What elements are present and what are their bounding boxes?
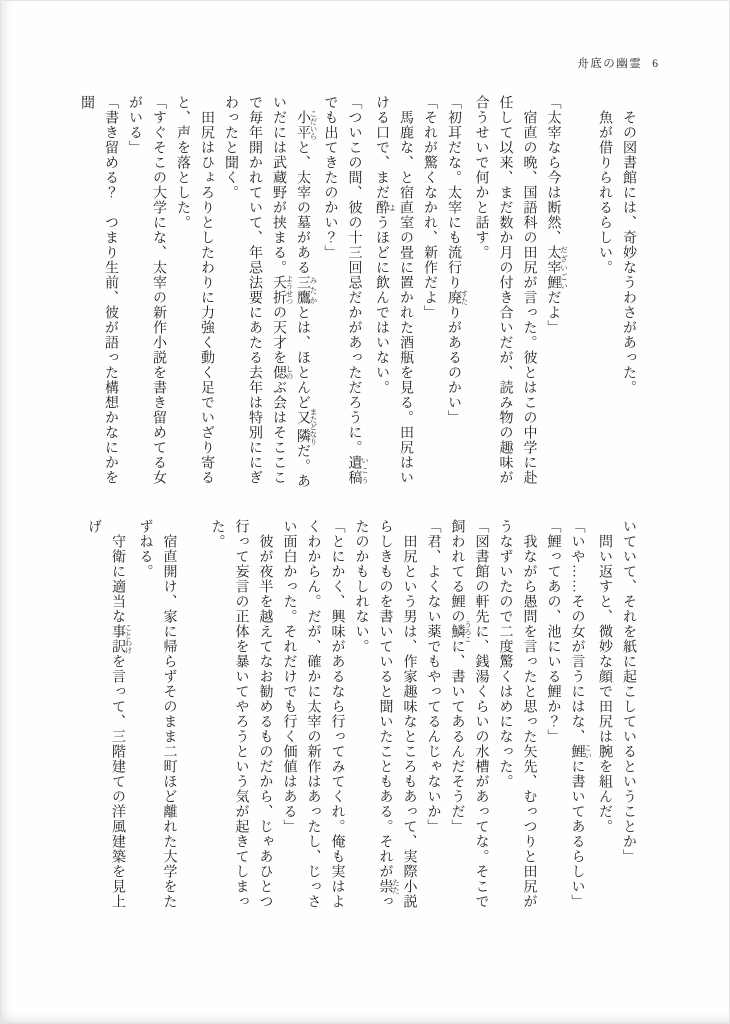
paragraph: 「いや……その女が言うにはな、鯉 こいに書いてあるらしい」 xyxy=(569,519,593,909)
paragraph: 魚が借りられるらしい。 xyxy=(597,95,612,275)
ruby-annotated-word: 酔 よ xyxy=(374,200,397,215)
ruby-annotated-word: 鯉 こい xyxy=(569,744,593,759)
paragraph: 「図書館の軒先に、銭湯くらいの水槽があってな。そこで飼われてる鯉の鱗 うろこに、書いてあるんだそうだ」 xyxy=(449,519,489,909)
ruby-annotated-word: 又隣 またどなり xyxy=(295,408,318,446)
ruby-annotated-word: 夭折 ようせつ xyxy=(271,275,294,305)
paragraph: 「太宰なら今は断然、太宰鯉 だざいごいだよ」 xyxy=(545,95,569,335)
ruby-annotated-word: 祟 たた xyxy=(377,879,401,894)
paragraph: 「それが驚くなかれ、新作だよ」 xyxy=(422,95,437,320)
ruby-annotated-word: 三鷹 みたか xyxy=(295,275,318,305)
running-header xyxy=(577,55,658,71)
paragraph: 「とにかく、興味があるなら行ってみてくれ。俺も実はよくわからん。だが、確かに太宰の新作はあったし、じっさい面白かった。それだけでも行く価値はある」 xyxy=(281,519,345,909)
book-title: 舟底の幽霊 xyxy=(577,58,643,70)
ruby-annotated-word: 廃 すた xyxy=(446,290,469,305)
paragraph: 小平 こだいらと、太宰の墓がある三鷹 みたかとは、ほとんど又隣 またどなりだ。あいだには武蔵野が挟まる。夭折 ようせつの天才を偲 しのぶ会はそこここで毎年開かれていて、年忌法要にあたる去年は特別ににぎわったと聞く。 xyxy=(223,95,318,489)
ruby-annotated-word: 事訳 ことわけ xyxy=(110,624,133,654)
paragraph: 「書き留める？ つまり生前、彼が語った構想かなにかを聞 xyxy=(79,95,118,485)
paragraph xyxy=(181,519,205,919)
paragraph: 宿直の晩、国語科の田尻が言った。彼とはこの中学に赴任して以来、まだ数か月の付き合いだが、読み物の趣味が合うせいで何かと話す。 xyxy=(473,95,537,485)
paragraph: 「すぐそこの大学にな、太宰の新作小説を書き留めてる女がいる」 xyxy=(127,95,166,485)
paragraph xyxy=(568,95,592,495)
ruby-annotated-word: 遺稿 いこう xyxy=(346,455,370,485)
paragraph: 「鯉ってあの、池にいる鯉か？」 xyxy=(545,519,561,744)
upper-text-block xyxy=(74,95,640,495)
paragraph: いていて、それを紙に起こしているということか」 xyxy=(621,519,636,864)
ruby-annotated-word: 小平 こだいら xyxy=(295,110,318,140)
paragraph: 我ながら愚問を言ったと思った矢先、むっつりと田尻がうなずいたので二度驚くはめになった。 xyxy=(497,519,537,909)
paragraph: 田尻という男は、作家趣味なところもあって、実際小説らしきものを書いていると聞いたこともある。それが祟 たたったのかもしれない。 xyxy=(353,519,417,909)
ruby-annotated-word: 太宰鯉 だざいごい xyxy=(545,245,569,290)
paragraph: その図書館には、奇妙なうわさがあった。 xyxy=(621,95,636,395)
paragraph: 馬鹿な、と宿直室の畳に置かれた酒瓶を見る。田尻はいける口で、まだ酔 ようほどに飲んではいない。 xyxy=(374,95,413,485)
paragraph: 「君、よくない薬でもやってるんじゃないか」 xyxy=(425,519,441,834)
paragraph: 田尻はひょろりとしたわりに力強く動く足でいざり寄ると、声を落とした。 xyxy=(175,95,214,485)
paragraph: 宿直開け、家に帰らずそのまま二町ほど離れた大学をたずねる。 xyxy=(137,519,177,909)
ruby-annotated-word: 偲 しの xyxy=(271,365,294,380)
paragraph: 守衛に適当な事訳 ことわけを言って、三階建ての洋風建築を見上げ xyxy=(86,519,133,909)
lower-text-block xyxy=(81,519,640,919)
paragraph: 「初耳だな。太宰にも流行り廃 すたりがあるのかい」 xyxy=(446,95,469,425)
page-number: 6 xyxy=(652,58,658,70)
ruby-annotated-word: 鱗 うろこ xyxy=(449,620,473,643)
paragraph: 問い返すと、微妙な顔で田尻は腕を組んだ。 xyxy=(597,519,612,834)
paragraph: 彼が夜半を越えてなお勧めるものだから、じゃあひとつ行って妄言の正体を暴いてやろうという気が起きてしまった。 xyxy=(209,519,273,909)
paragraph: 「ついこの間、彼の十三回忌だかがあっただろうに。遺稿 いこうでも出てきたのかい？」 xyxy=(322,95,370,485)
